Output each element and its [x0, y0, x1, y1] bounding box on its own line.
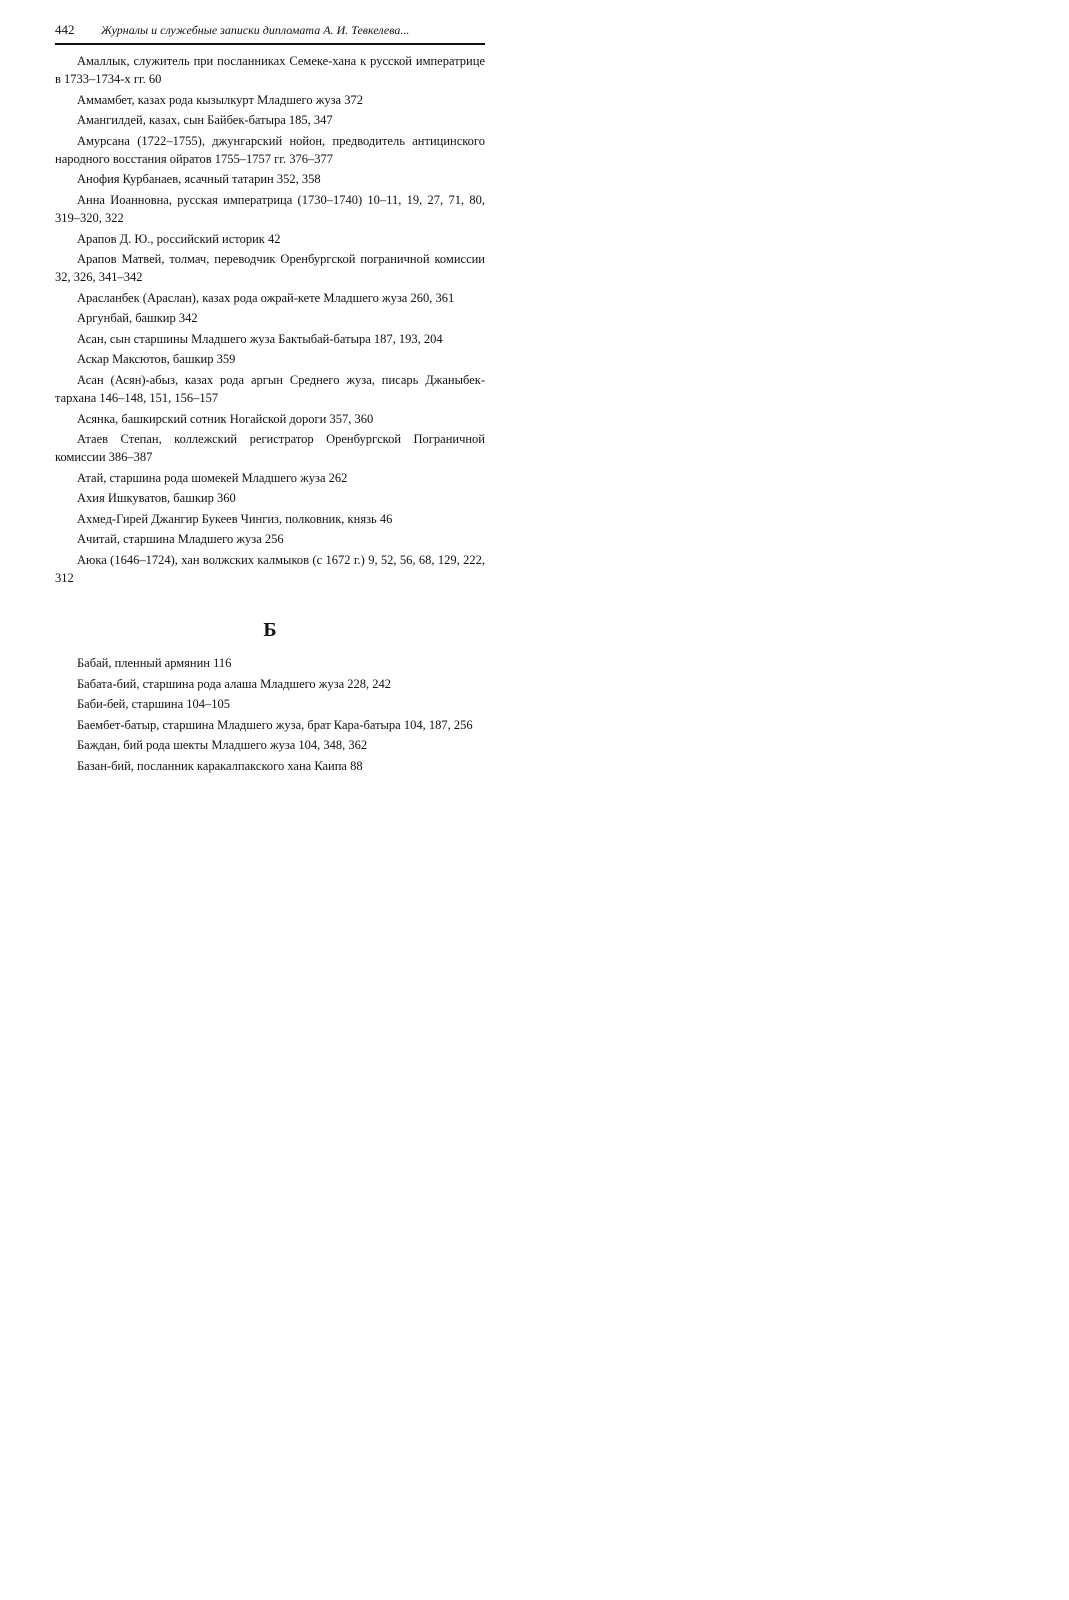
index-entry: Базан-бий, посланник каракалпакского хана Каипа 88	[77, 758, 363, 773]
index-entry: Баембет-батыр, старшина Младшего жуза, брат Кара-батыра 104, 187, 256	[77, 717, 473, 732]
index-entry: Анофия Курбанаев, ясачный татарин 352, 358	[77, 172, 321, 187]
index-entry: Анна Иоанновна, русская императрица (1730–1740) 10–11, 19, 27, 71, 80, 319–320, 322	[55, 192, 485, 226]
book-page	[0, 0, 534, 800]
index-entry: Аюка (1646–1724), хан волжских калмыков (с 1672 г.) 9, 52, 56, 68, 129, 222, 312	[55, 552, 485, 585]
index-entry: Баби-бей, старшина 104–105	[77, 697, 231, 712]
index-entry: Арасланбек (Араслан), казах рода ожрай-кете Младшего жуза 260, 361	[77, 290, 455, 305]
index-entry: Асан (Асян)-абыз, казах рода аргын Среднего жуза, писарь Джаныбек-тархана 146–148, 151, 156–157	[55, 372, 485, 406]
index-entry: Аммамбет, казах рода кызылкурт Младшего жуза 372	[77, 92, 363, 107]
running-title: Журналы и служебные записки дипломата А. И. Тевкелева...	[101, 23, 410, 37]
page-number: 442	[55, 22, 75, 37]
index-entry: Баждан, бий рода шекты Младшего жуза 104, 348, 362	[77, 738, 368, 753]
index-entry: Амурсана (1722–1755), джунгарский нойон, предводитель антицинского народного восстания ойратов 1755–1757 гг. 376–377	[55, 133, 485, 166]
index-entry: Амаллык, служитель при посланниках Семеке-хана к русской императрице в 1733–1734-х гг. 60	[55, 54, 485, 87]
index-entry: Ахмед-Гирей Джангир Букеев Чингиз, полковник, князь 46	[77, 511, 393, 526]
index-entry: Амангилдей, казах, сын Байбек-батыра 185, 347	[77, 113, 333, 128]
header-rule	[55, 43, 485, 45]
index-entry: Атай, старшина рода шомекей Младшего жуза 262	[77, 470, 348, 485]
index-entries	[55, 52, 485, 777]
index-entry: Асянка, башкирский сотник Ногайской дороги 357, 360	[77, 411, 374, 426]
index-entry: Бабата-бий, старшина рода алаша Младшего жуза 228, 242	[77, 676, 392, 691]
index-entry: Аргунбай, башкир 342	[77, 311, 198, 326]
index-entry: Ачитай, старшина Младшего жуза 256	[77, 532, 284, 547]
index-entry: Арапов Д. Ю., российский историк 42	[77, 231, 281, 246]
running-head	[55, 20, 485, 40]
section-letter: Б	[263, 619, 277, 642]
index-entry: Ахия Ишкуватов, башкир 360	[77, 491, 236, 506]
index-entry: Арапов Матвей, толмач, переводчик Оренбургской пограничной комиссии 32, 326, 341–342	[55, 252, 485, 285]
index-entry: Асан, сын старшины Младшего жуза Бактыбай-батыра 187, 193, 204	[77, 331, 443, 346]
index-entry: Бабай, пленный армянин 116	[77, 656, 232, 671]
index-entry: Аскар Максютов, башкир 359	[77, 352, 236, 367]
index-entry: Атаев Степан, коллежский регистратор Оренбургской Пограничной комиссии 386–387	[55, 432, 485, 465]
